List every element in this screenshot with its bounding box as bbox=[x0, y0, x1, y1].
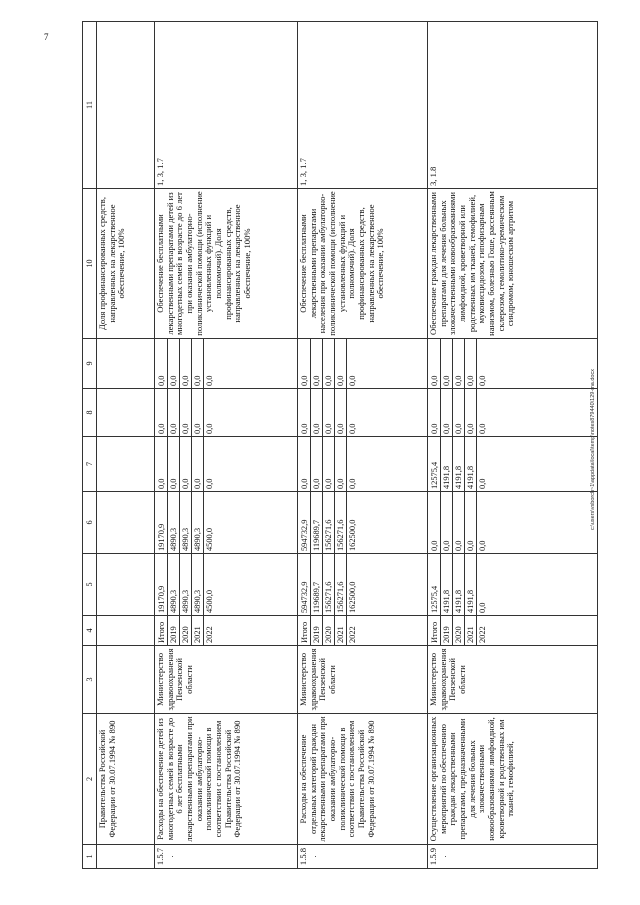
value: 4890,3 bbox=[192, 492, 204, 553]
value: 162500,0 bbox=[348, 519, 358, 551]
rotated-page-area bbox=[82, 22, 617, 869]
value: 4500,0 bbox=[205, 589, 215, 613]
value: 0,0 bbox=[311, 339, 323, 388]
activity-name: Расходы на обеспечение детей из многодетных семей в возрасте до 6 лет бесплатными лекарственными препаратами при оказании амбулаторно-поликлинической помощи в соответствии с постановлением Правительства Российской Федерации от 30.07.1994 № 890 bbox=[155, 714, 298, 845]
value: 156271,6 bbox=[323, 554, 335, 615]
value: 0,0 bbox=[168, 437, 180, 491]
years-cell bbox=[155, 616, 298, 646]
value: 4890,3 bbox=[168, 554, 180, 615]
col-header-10: 10 bbox=[83, 189, 97, 339]
cont-indicator-cell: Доля профинансированных средств, направленных на лекарственное обеспечение, 100% bbox=[97, 189, 155, 339]
col-header-2: 2 bbox=[83, 714, 97, 845]
year-label: Итого bbox=[299, 616, 311, 645]
value: 0,0 bbox=[441, 389, 453, 436]
value: 0,0 bbox=[478, 375, 488, 386]
value: 0,0 bbox=[348, 478, 358, 489]
cont-c9-cell bbox=[97, 339, 155, 389]
indicator-cell: Обеспечение бесплатными лекарственными препаратами населения при оказании амбулаторно-поликлинической помощи (исполнение установленных функций и полномочий). Доля профинансированных средств, направленных на лекарственное обеспечение, 100% bbox=[298, 189, 428, 339]
value: 4890,3 bbox=[180, 492, 192, 553]
other-sources-cell bbox=[428, 339, 598, 389]
year-label: 2021 bbox=[192, 616, 204, 645]
value: 0,0 bbox=[205, 375, 215, 386]
cont-executor-cell bbox=[97, 646, 155, 714]
page-number: 7 bbox=[44, 32, 49, 42]
value: 119689,7 bbox=[311, 492, 323, 553]
value: 0,0 bbox=[478, 423, 488, 434]
year-label: 2019 bbox=[441, 616, 453, 645]
value: 0,0 bbox=[478, 540, 488, 551]
value: 0,0 bbox=[323, 437, 335, 491]
value: 19170,9 bbox=[156, 554, 168, 615]
col-header-11: 11 bbox=[83, 22, 97, 189]
col-header-1: 1 bbox=[83, 845, 97, 869]
reference-cell: 1, 3, 1.7 bbox=[298, 22, 428, 189]
federal-budget-cell bbox=[298, 437, 428, 492]
other-sources-cell bbox=[155, 339, 298, 389]
row-number: 1.5.9. bbox=[428, 845, 598, 869]
value: 594732,9 bbox=[299, 492, 311, 553]
file-path-footer: c:\users\vsborch~1\appdata\local\temp\notes879440\129-ma.docx bbox=[590, 369, 596, 530]
value: 0,0 bbox=[429, 492, 441, 553]
local-budget-cell bbox=[298, 389, 428, 437]
total-funding-cell bbox=[428, 554, 598, 616]
value: 0,0 bbox=[168, 339, 180, 388]
regional-budget-cell bbox=[298, 492, 428, 554]
years-cell bbox=[428, 616, 598, 646]
cont-num-cell bbox=[97, 845, 155, 869]
year-label: Итого bbox=[156, 616, 168, 645]
value: 0,0 bbox=[156, 339, 168, 388]
year-label: 2022 bbox=[348, 626, 358, 643]
col-header-7: 7 bbox=[83, 437, 97, 492]
value: 0,0 bbox=[192, 389, 204, 436]
total-funding-cell bbox=[155, 554, 298, 616]
row-number: 1.5.8. bbox=[298, 845, 428, 869]
col-header-6: 6 bbox=[83, 492, 97, 554]
value: 4191,8 bbox=[441, 437, 453, 491]
value: 119689,7 bbox=[311, 554, 323, 615]
reference-cell: 3, 1.8 bbox=[428, 22, 598, 189]
cont-ref-cell bbox=[97, 22, 155, 189]
value: 0,0 bbox=[323, 339, 335, 388]
value: 12575,4 bbox=[429, 437, 441, 491]
cont-years-cell bbox=[97, 616, 155, 646]
value: 0,0 bbox=[299, 339, 311, 388]
value: 0,0 bbox=[192, 339, 204, 388]
value: 0,0 bbox=[299, 437, 311, 491]
row-number: 1.5.7. bbox=[155, 845, 298, 869]
value: 156271,6 bbox=[323, 492, 335, 553]
value: 0,0 bbox=[429, 339, 441, 388]
federal-budget-cell bbox=[428, 437, 598, 492]
total-funding-cell bbox=[298, 554, 428, 616]
table-row bbox=[428, 22, 598, 869]
value: 4890,3 bbox=[168, 492, 180, 553]
indicator-cell: Обеспечение граждан лекарственными препаратами для лечения больных злокачественными новообразованиями лимфоидной, кроветворной или родственных им тканей, гемофилией, муковисцидозом, гипофизарным нанизмом, болезнью Гоше, рассеянным склерозом, гемолитико-уремическим синдромом, юношеским артритом bbox=[428, 189, 598, 339]
value: 0,0 bbox=[205, 423, 215, 434]
value: 0,0 bbox=[156, 437, 168, 491]
reference-cell: 1, 3, 1.7 bbox=[155, 22, 298, 189]
value: 0,0 bbox=[311, 437, 323, 491]
col-header-3: 3 bbox=[83, 646, 97, 714]
col-header-9: 9 bbox=[83, 339, 97, 389]
local-budget-cell bbox=[428, 389, 598, 437]
value: 0,0 bbox=[453, 339, 465, 388]
year-label: 2020 bbox=[180, 616, 192, 645]
federal-budget-cell bbox=[155, 437, 298, 492]
year-label: 2019 bbox=[168, 616, 180, 645]
activity-name: Расходы на обеспечение отдельных категорий граждан лекарственными препаратами при оказании амбулаторно-поликлинической помощи в соответствии с постановлением Правительства Российской Федерации от 30.07.1994 № 890 bbox=[298, 714, 428, 845]
year-label: 2022 bbox=[205, 626, 215, 643]
value: 0,0 bbox=[335, 437, 347, 491]
cont-c8-cell bbox=[97, 389, 155, 437]
col-header-4: 4 bbox=[83, 616, 97, 646]
executor: Министерство здравоохранения Пензенской области bbox=[155, 646, 298, 714]
value: 0,0 bbox=[192, 437, 204, 491]
value: 4191,8 bbox=[465, 554, 477, 615]
value: 4191,8 bbox=[453, 437, 465, 491]
cont-name-cell: Правительства Российской Федерации от 30.07.1994 № 890 bbox=[97, 714, 155, 845]
value: 4890,3 bbox=[180, 554, 192, 615]
value: 0,0 bbox=[348, 375, 358, 386]
local-budget-cell bbox=[155, 389, 298, 437]
value: 0,0 bbox=[465, 339, 477, 388]
cont-c6-cell bbox=[97, 492, 155, 554]
value: 0,0 bbox=[311, 389, 323, 436]
col-header-5: 5 bbox=[83, 554, 97, 616]
value: 0,0 bbox=[441, 339, 453, 388]
col-header-8: 8 bbox=[83, 389, 97, 437]
value: 0,0 bbox=[180, 437, 192, 491]
executor: Министерство здравоохранения Пензенской области bbox=[298, 646, 428, 714]
value: 0,0 bbox=[478, 478, 488, 489]
value: 4191,8 bbox=[441, 554, 453, 615]
value: 162500,0 bbox=[348, 581, 358, 613]
value: 156271,6 bbox=[335, 492, 347, 553]
table-row bbox=[155, 22, 298, 869]
regional-budget-cell bbox=[428, 492, 598, 554]
activity-name: Осуществление организационных мероприятий по обеспечению граждан лекарственными препаратами, предназначенными для лечения больных злокачественными новообразованиями лимфоидной, кроветворной и родственных им тканей, гемофилией, bbox=[428, 714, 598, 845]
year-label: 2022 bbox=[478, 626, 488, 643]
value: 0,0 bbox=[465, 389, 477, 436]
indicator-cell: Обеспечение бесплатными лекарственными препаратами детей из многодетных семей в возрасте до 6 лет при оказании амбулаторно-поликлинической помощи (исполнение установленных функций и полномочий). Доля профинансированных средств, направленных на лекарственное обеспечение, 100% bbox=[155, 189, 298, 339]
value: 0,0 bbox=[478, 602, 488, 613]
value: 0,0 bbox=[180, 389, 192, 436]
other-sources-cell bbox=[298, 339, 428, 389]
value: 19170,9 bbox=[156, 492, 168, 553]
year-label: Итого bbox=[429, 616, 441, 645]
value: 0,0 bbox=[168, 389, 180, 436]
landscape-table-container bbox=[82, 22, 617, 869]
year-label: 2020 bbox=[323, 616, 335, 645]
cont-c7-cell bbox=[97, 437, 155, 492]
value: 4890,3 bbox=[192, 554, 204, 615]
continuation-row bbox=[97, 22, 155, 869]
program-activities-table bbox=[82, 21, 598, 869]
regional-budget-cell bbox=[155, 492, 298, 554]
cont-c5-cell bbox=[97, 554, 155, 616]
value: 12575,4 bbox=[429, 554, 441, 615]
header-row bbox=[83, 22, 97, 869]
years-cell bbox=[298, 616, 428, 646]
year-label: 2019 bbox=[311, 616, 323, 645]
value: 0,0 bbox=[335, 389, 347, 436]
value: 0,0 bbox=[323, 389, 335, 436]
value: 594732,9 bbox=[299, 554, 311, 615]
value: 156271,6 bbox=[335, 554, 347, 615]
year-label: 2020 bbox=[453, 616, 465, 645]
value: 0,0 bbox=[205, 478, 215, 489]
value: 4191,8 bbox=[465, 437, 477, 491]
year-label: 2021 bbox=[335, 616, 347, 645]
value: 0,0 bbox=[453, 389, 465, 436]
value: 0,0 bbox=[180, 339, 192, 388]
value: 4500,0 bbox=[205, 527, 215, 551]
value: 0,0 bbox=[441, 492, 453, 553]
value: 0,0 bbox=[156, 389, 168, 436]
value: 0,0 bbox=[429, 389, 441, 436]
executor: Министерство здравоохранения Пензенской области bbox=[428, 646, 598, 714]
value: 0,0 bbox=[348, 423, 358, 434]
value: 0,0 bbox=[335, 339, 347, 388]
table-row bbox=[298, 22, 428, 869]
year-label: 2021 bbox=[465, 616, 477, 645]
value: 0,0 bbox=[453, 492, 465, 553]
value: 0,0 bbox=[465, 492, 477, 553]
value: 4191,8 bbox=[453, 554, 465, 615]
value: 0,0 bbox=[299, 389, 311, 436]
